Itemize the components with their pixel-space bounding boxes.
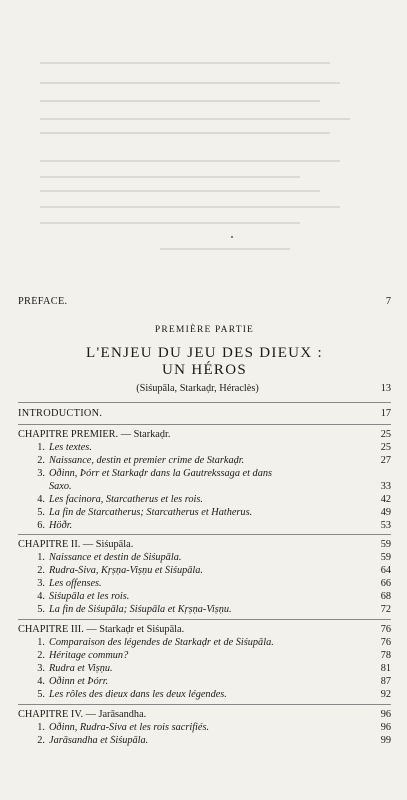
section-entry: 2. Héritage commun? 78: [37, 650, 391, 661]
chapter-title: CHAPITRE PREMIER. — Starkaḍr.: [18, 429, 171, 440]
section-page: 72: [380, 604, 391, 615]
section-entry: 5. La fin de Śiśupāla; Śiśupāla et Kṛṣṇa-Viṣṇu. 72: [37, 604, 391, 615]
part-heading: PREMIÈRE PARTIE: [154, 325, 255, 335]
divider: [18, 534, 391, 535]
section-entry: 6. Höðr. 53: [37, 520, 391, 531]
section-title: Naissance et destin de Śiśupāla.: [49, 552, 182, 563]
section-page: 59: [380, 552, 391, 563]
chapter-heading: [18, 709, 391, 720]
preface-page: 7: [385, 296, 391, 307]
section-page: 49: [380, 507, 391, 518]
section-page: 64: [380, 565, 391, 576]
section-page: 78: [380, 650, 391, 661]
section-entry: 1. Óðinn, Rudra-Śiva et les rois sacrifiés. 96: [37, 722, 391, 733]
section-entry: 2. Jarāsandha et Śiśupāla. 99: [37, 735, 391, 746]
section-title: Óðinn, Þórr et Starkaḍr dans la Gautrekssaga et dans: [49, 468, 272, 479]
section-title: Śiśupāla et les rois.: [49, 591, 130, 602]
chapter-page: 96: [380, 709, 391, 720]
section-title: Höðr.: [49, 520, 73, 531]
part-title-line-1: L'ENJEU DU JEU DES DIEUX :: [86, 345, 323, 361]
part-page: 13: [380, 383, 391, 394]
section-page: 92: [380, 689, 391, 700]
chapter-title: CHAPITRE III. — Starkaḍr et Śiśupāla.: [18, 624, 185, 635]
section-entry: 3. Rudra et Viṣṇu. 81: [37, 663, 391, 674]
section-title: Óðinn et Þórr.: [49, 676, 109, 687]
chapter-page: 25: [380, 429, 391, 440]
section-page: 27: [380, 455, 391, 466]
section-entry: 5. La fin de Starcatherus; Starcatherus et Hatherus. 49: [37, 507, 391, 518]
section-entry-continued: [18, 481, 391, 492]
show-through-text: [0, 0, 407, 260]
section-entry: 3. Óðinn, Þórr et Starkaḍr dans la Gautrekssaga et dans: [37, 468, 272, 479]
section-title: Comparaison des légendes de Starkaḍr et de Śiśupāla.: [49, 637, 274, 648]
divider: [18, 619, 391, 620]
section-page: 42: [380, 494, 391, 505]
section-entry: 4. Śiśupāla et les rois. 68: [37, 591, 391, 602]
preface-label: PRÉFACE.: [18, 296, 68, 307]
section-title: Rudra et Viṣṇu.: [49, 663, 113, 674]
section-title: Naissance, destin et premier crime de Starkaḍr.: [49, 455, 245, 466]
chapter-title: CHAPITRE II. — Śiśupāla.: [18, 539, 134, 550]
section-title: Les offenses.: [49, 578, 102, 589]
section-page: 87: [380, 676, 391, 687]
part-subtitle: (Śiśupāla, Starkaḍr, Héraclès): [136, 383, 259, 394]
divider: [18, 402, 391, 403]
section-page: 76: [380, 637, 391, 648]
section-entry: 3. Les offenses. 66: [37, 578, 391, 589]
section-page: 25: [380, 442, 391, 453]
section-page: 96: [380, 722, 391, 733]
chapter-page: 76: [380, 624, 391, 635]
chapter-heading: [18, 429, 391, 440]
section-page: 99: [380, 735, 391, 746]
section-title: Héritage commun?: [49, 650, 129, 661]
section-entry: 1. Les textes. 25: [37, 442, 391, 453]
divider: [18, 704, 391, 705]
section-title: La fin de Śiśupāla; Śiśupāla et Kṛṣṇa-Viṣṇu.: [49, 604, 232, 615]
section-page: 68: [380, 591, 391, 602]
section-title: Les textes.: [49, 442, 92, 453]
section-title: Les rôles des dieux dans les deux légendes.: [49, 689, 227, 700]
introduction-label: INTRODUCTION.: [18, 408, 103, 419]
section-entry: 2. Naissance, destin et premier crime de Starkaḍr. 27: [37, 455, 391, 466]
section-title: Óðinn, Rudra-Śiva et les rois sacrifiés.: [49, 722, 210, 733]
chapter-page: 59: [380, 539, 391, 550]
part-title-line-2: UN HÉROS: [162, 362, 247, 378]
section-page: 81: [380, 663, 391, 674]
divider: [18, 424, 391, 425]
section-entry: 4. Óðinn et Þórr. 87: [37, 676, 391, 687]
section-entry: 5. Les rôles des dieux dans les deux légendes. 92: [37, 689, 391, 700]
section-title: Saxo.: [49, 481, 72, 492]
chapter-heading: [18, 539, 391, 550]
section-title: La fin de Starcatherus; Starcatherus et Hatherus.: [49, 507, 253, 518]
chapter-title: CHAPITRE IV. — Jarāsandha.: [18, 709, 147, 720]
chapter-heading: [18, 624, 391, 635]
section-page: 53: [380, 520, 391, 531]
section-entry: 2. Rudra-Śiva, Kṛṣṇa-Viṣṇu et Śiśupāla. 64: [37, 565, 391, 576]
introduction-entry: [18, 408, 391, 419]
section-page: 33: [380, 481, 391, 492]
part-subtitle-entry: [18, 383, 391, 394]
section-entry: 1. Comparaison des légendes de Starkaḍr et de Śiśupāla. 76: [37, 637, 391, 648]
preface-entry: [18, 296, 391, 307]
section-title: Rudra-Śiva, Kṛṣṇa-Viṣṇu et Śiśupāla.: [49, 565, 203, 576]
section-title: Jarāsandha et Śiśupāla.: [49, 735, 149, 746]
introduction-page: 17: [380, 408, 391, 419]
section-title: Les facinora, Starcatherus et les rois.: [49, 494, 203, 505]
section-entry: 1. Naissance et destin de Śiśupāla. 59: [37, 552, 391, 563]
section-page: 66: [380, 578, 391, 589]
section-entry: 4. Les facinora, Starcatherus et les rois. 42: [37, 494, 391, 505]
stray-mark: [231, 236, 233, 238]
